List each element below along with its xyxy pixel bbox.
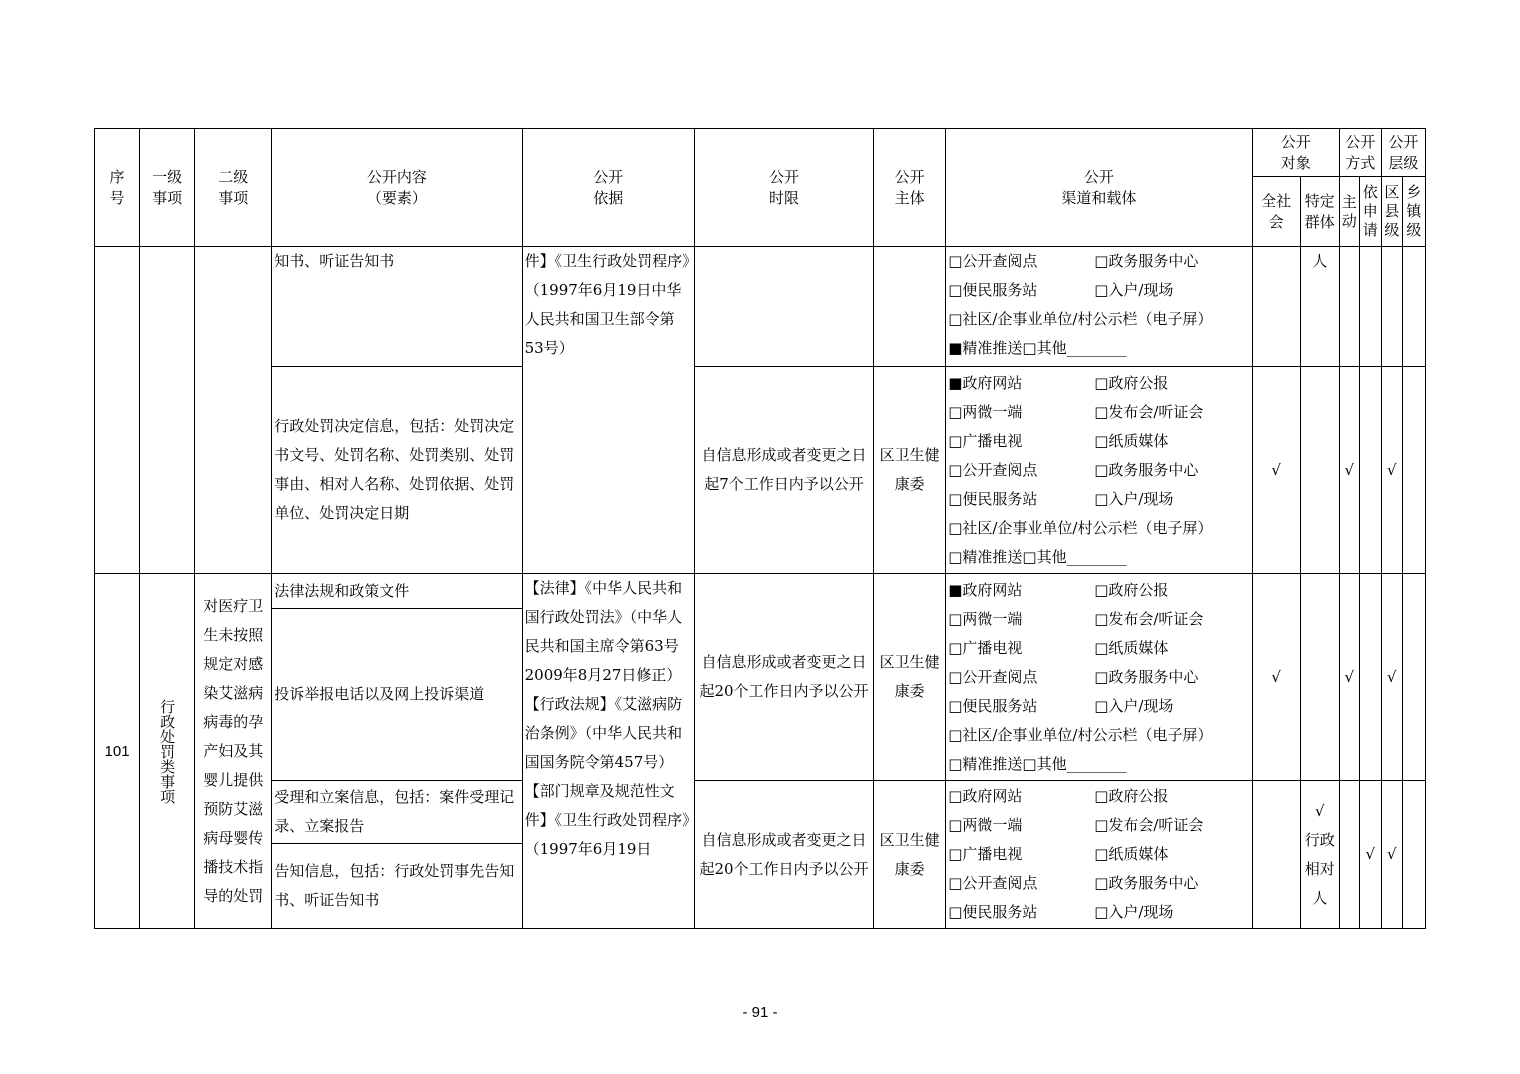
header-target-specific: 特定 群体	[1300, 177, 1339, 247]
r2-all: √	[1252, 367, 1300, 574]
channel-item: □社区/企事业单位/村公示栏（电子屏）	[948, 725, 1213, 744]
header-method-active: 主 动	[1339, 177, 1359, 247]
channel-item: □发布会/听证会	[1094, 816, 1204, 834]
channel-item: □广播电视	[948, 845, 1023, 863]
r56-apply: √	[1359, 781, 1381, 929]
r1-channels	[946, 247, 1252, 367]
channel-item: □公开查阅点	[948, 252, 1038, 270]
channel-item: □纸质媒体	[1094, 845, 1169, 863]
header-target: 公开 对象	[1252, 129, 1339, 177]
r2-subject: 区卫生健康委	[874, 367, 946, 574]
r56-all	[1252, 781, 1300, 929]
r34-town	[1402, 574, 1425, 781]
channel-item: □政府公报	[1094, 580, 1169, 599]
channel-item: □纸质媒体	[1094, 638, 1169, 657]
header-level-town: 乡 镇 级	[1402, 177, 1425, 247]
header-method-apply: 依 申 请	[1359, 177, 1381, 247]
channel-item: ■政府网站	[948, 580, 1023, 599]
r34-all: √	[1252, 574, 1300, 781]
r2-channels	[946, 367, 1252, 574]
r34-subject: 区卫生健康委	[874, 574, 946, 781]
r1-district	[1381, 247, 1402, 367]
channel-item: □便民服务站	[948, 489, 1038, 508]
channel-item: □社区/企事业单位/村公示栏（电子屏）	[948, 310, 1213, 328]
r34-specific	[1300, 574, 1339, 781]
channel-item: ■政府网站	[948, 373, 1023, 392]
r2-specific	[1300, 367, 1339, 574]
channel-item: □广播电视	[948, 431, 1023, 450]
r1-apply	[1359, 247, 1381, 367]
header-basis: 公开 依据	[522, 129, 694, 247]
item-seq: 101	[95, 574, 140, 929]
channel-item: □政务服务中心	[1094, 874, 1199, 892]
channel-item: □政务服务中心	[1094, 252, 1199, 270]
r34-time: 自信息形成或者变更之日起20个工作日内予以公开	[694, 574, 873, 781]
channel-item: □政务服务中心	[1094, 667, 1199, 686]
cont-seq	[95, 247, 140, 574]
channel-item: □两微一端	[948, 609, 1023, 628]
header-level: 公开 层级	[1381, 129, 1425, 177]
page-number: - 91 -	[742, 1004, 778, 1021]
channel-item: □精准推送	[948, 547, 1023, 566]
r1-specific: 人	[1300, 247, 1339, 367]
header-channel: 公开 渠道和载体	[946, 129, 1252, 247]
r56-channels	[946, 781, 1252, 929]
channel-item: □公开查阅点	[948, 874, 1038, 892]
channel-item: □其他________	[1022, 339, 1127, 357]
channel-item: □便民服务站	[948, 696, 1038, 715]
channel-item: ■精准推送	[948, 339, 1023, 357]
channel-item: □两微一端	[948, 402, 1023, 421]
r2-district: √	[1381, 367, 1402, 574]
r2-town	[1402, 367, 1425, 574]
header-seq: 序 号	[95, 129, 140, 247]
r56-time: 自信息形成或者变更之日起20个工作日内予以公开	[694, 781, 873, 929]
channel-item: □两微一端	[948, 816, 1023, 834]
channel-item: □便民服务站	[948, 281, 1038, 299]
r34-district: √	[1381, 574, 1402, 781]
r56-district: √	[1381, 781, 1402, 929]
header-method: 公开 方式	[1339, 129, 1381, 177]
r4-content: 投诉举报电话以及网上投诉渠道	[272, 609, 522, 781]
r34-active: √	[1339, 574, 1359, 781]
r1-town	[1402, 247, 1425, 367]
r1-basis: 件】《卫生行政处罚程序》（1997年6月19日中华人民共和国卫生部令第53号）	[522, 247, 694, 574]
channel-item: □公开查阅点	[948, 460, 1038, 479]
r3-content: 法律法规和政策文件	[272, 574, 522, 609]
channel-item: □发布会/听证会	[1094, 402, 1204, 421]
channel-item: □入户/现场	[1094, 903, 1174, 921]
header-time-limit: 公开 时限	[694, 129, 873, 247]
header-level1: 一级 事项	[140, 129, 195, 247]
r56-town	[1402, 781, 1425, 929]
header-target-all: 全社 会	[1252, 177, 1300, 247]
channel-item: □入户/现场	[1094, 489, 1174, 508]
r1-all	[1252, 247, 1300, 367]
channel-item: □社区/企事业单位/村公示栏（电子屏）	[948, 518, 1213, 537]
item-level1	[140, 574, 195, 929]
header-level2: 二级 事项	[195, 129, 272, 247]
channel-item: □政府公报	[1094, 373, 1169, 392]
r2-apply	[1359, 367, 1381, 574]
r1-active	[1339, 247, 1359, 367]
r5-content: 受理和立案信息，包括：案件受理记录、立案报告	[272, 781, 522, 844]
r1-subject	[874, 247, 946, 367]
r1-content: 知书、听证告知书	[272, 247, 522, 367]
r1-time	[694, 247, 873, 367]
channel-item: □纸质媒体	[1094, 431, 1169, 450]
item-level2: 对医疗卫生未按照规定对感染艾滋病病毒的孕产妇及其婴儿提供预防艾滋病母婴传播技术指导的处罚	[195, 574, 272, 929]
r34-basis: 【法律】《中华人民共和国行政处罚法》（中华人民共和国主席令第63号 2009年8月27日修正）【行政法规】《艾滋病防治条例》（中华人民共和国国务院令第457号）【部门规章及规范性文件】《卫生行政处罚程序》（1997年6月19日	[522, 574, 694, 929]
channel-item: □公开查阅点	[948, 667, 1038, 686]
r6-content: 告知信息，包括：行政处罚事先告知书、听证告知书	[272, 844, 522, 929]
channel-item: □其他________	[1022, 547, 1127, 566]
r2-time: 自信息形成或者变更之日起7个工作日内予以公开	[694, 367, 873, 574]
channel-item: □广播电视	[948, 638, 1023, 657]
r56-specific: √ 行政相对人	[1300, 781, 1339, 929]
r2-content: 行政处罚决定信息，包括：处罚决定书文号、处罚名称、处罚类别、处罚事由、相对人名称、处罚依据、处罚单位、处罚决定日期	[272, 367, 522, 574]
channel-item: □政府网站	[948, 787, 1023, 805]
cont-level1	[140, 247, 195, 574]
channel-item: □入户/现场	[1094, 696, 1174, 715]
disclosure-table	[94, 128, 1426, 929]
header-subject: 公开 主体	[874, 129, 946, 247]
cont-level2	[195, 247, 272, 574]
channel-item: □入户/现场	[1094, 281, 1174, 299]
r34-channels	[946, 574, 1252, 781]
channel-item: □政府公报	[1094, 787, 1169, 805]
r56-subject: 区卫生健康委	[874, 781, 946, 929]
channel-item: □便民服务站	[948, 903, 1038, 921]
header-content: 公开内容 （要素）	[272, 129, 522, 247]
item-level1-text: 行政处罚类事项	[158, 698, 177, 804]
r56-active	[1339, 781, 1359, 929]
channel-item: □政务服务中心	[1094, 460, 1199, 479]
header-level-district: 区 县 级	[1381, 177, 1402, 247]
r34-apply	[1359, 574, 1381, 781]
r2-active: √	[1339, 367, 1359, 574]
channel-item: □精准推送	[948, 754, 1023, 773]
channel-item: □发布会/听证会	[1094, 609, 1204, 628]
channel-item: □其他________	[1022, 754, 1127, 773]
